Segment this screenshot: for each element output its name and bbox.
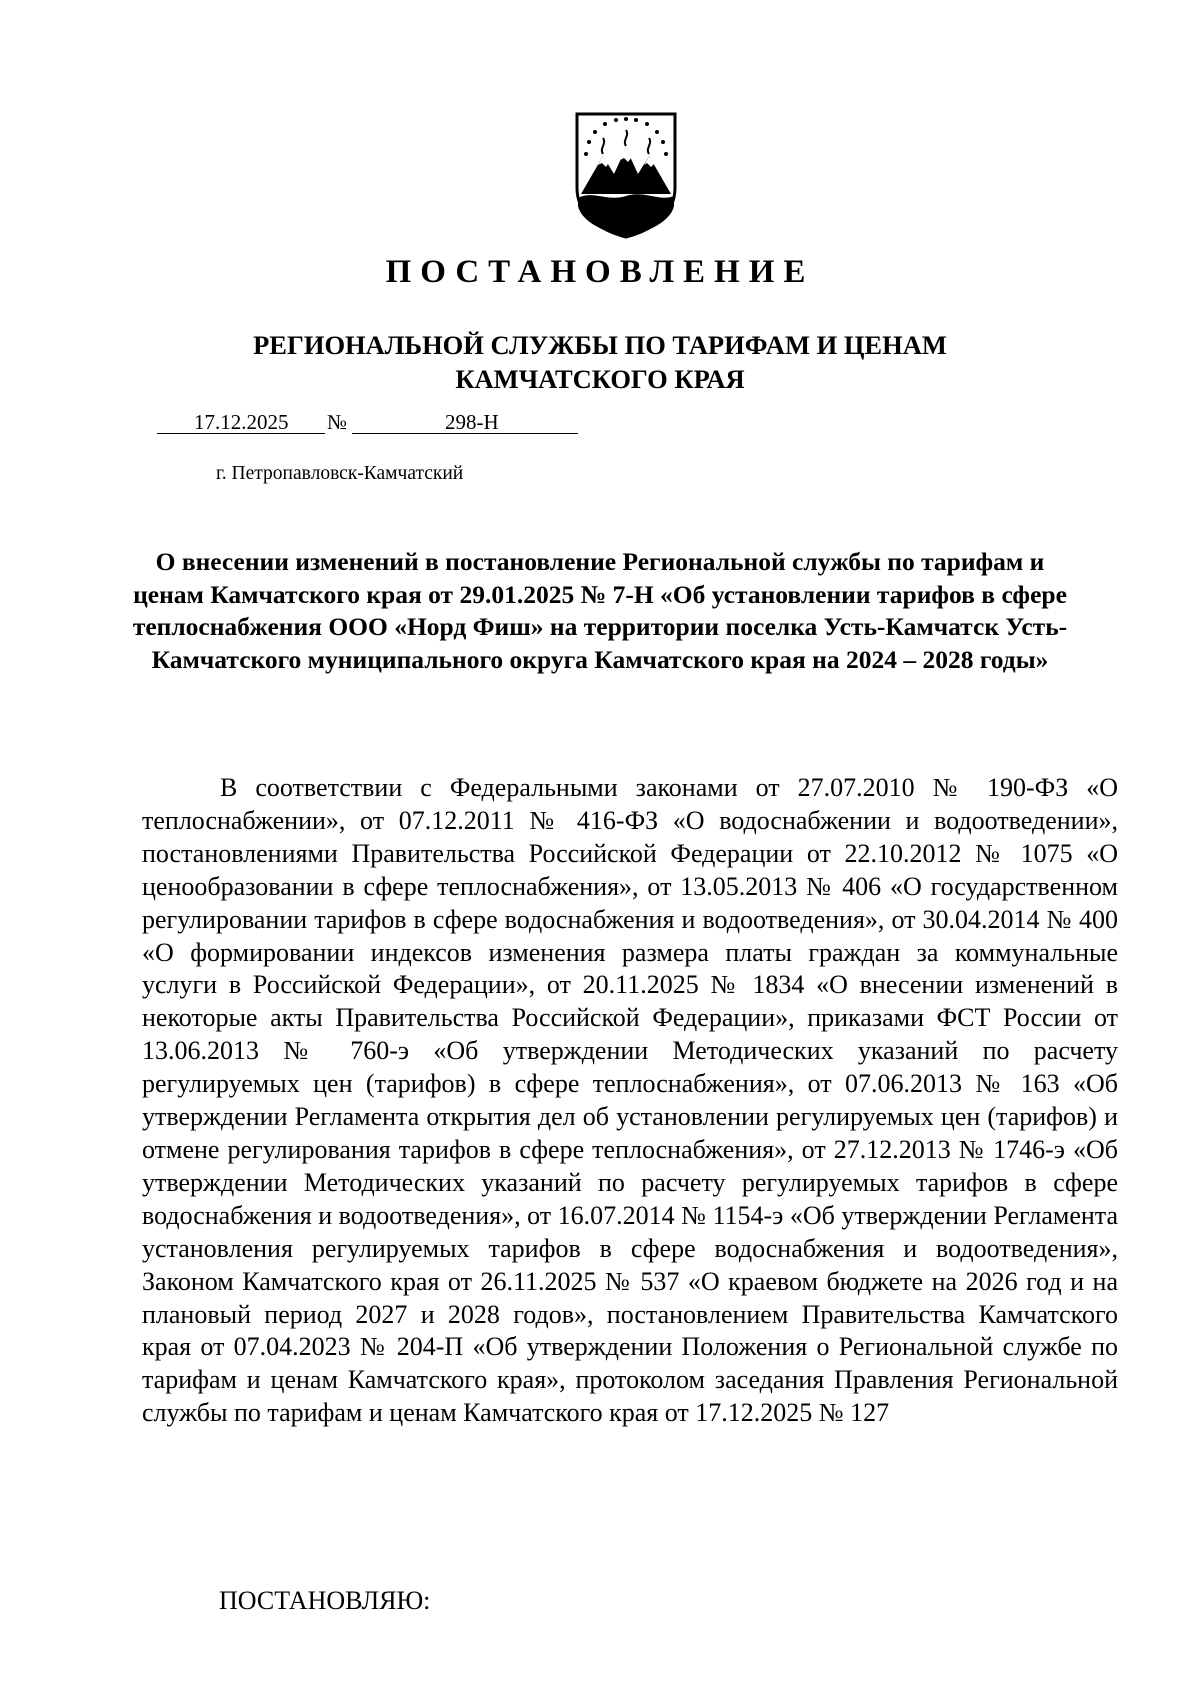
- issuer-name: [0, 328, 1200, 396]
- number-underline: [352, 433, 578, 434]
- document-date: 17.12.2025: [194, 410, 289, 434]
- issuer-line-1: РЕГИОНАЛЬНОЙ СЛУЖБЫ ПО ТАРИФАМ И ЦЕНАМ: [253, 330, 947, 360]
- document-title: О внесении изменений в постановление Региональной службы по тарифам и ценам Камчатского края от 29.01.2025 № 7-Н «Об установлении тарифов в сфере теплоснабжения ООО «Норд Фиш» на территории поселка Усть-Камчатск Усть-Камчатского муниципального округа Камчатского края на 2024 – 2028 годы»: [132, 547, 1068, 674]
- number-sign: №: [327, 410, 348, 434]
- issuer-line-2: КАМЧАТСКОГО КРАЯ: [455, 364, 745, 394]
- decree-word: ПОСТАНОВЛЯЮ:: [219, 1586, 431, 1615]
- date-underline: [157, 433, 325, 434]
- document-number: 298-Н: [445, 410, 499, 434]
- city: г. Петропавловск-Камчатский: [216, 463, 464, 484]
- kamchatka-coat-of-arms-icon: [573, 110, 679, 240]
- document-type: ПОСТАНОВЛЕНИЕ: [385, 254, 815, 290]
- preamble-paragraph: В соответствии с Федеральными законами от 27.07.2010 № 190-ФЗ «О теплоснабжении», от 07.12.2011 № 416-ФЗ «О водоснабжении и водоотведении», постановлениями Правительства Российской Федерации от 22.10.2012 № 1075 «О ценообразовании в сфере теплоснабжения», от 13.05.2013 № 406 «О государственном регулировании тарифов в сфере водоснабжения и водоотведения», от 30.04.2014 № 400 «О формировании индексов изменения размера платы граждан за коммунальные услуги в Российской Федерации», от 20.11.2025 № 1834 «О внесении изменений в некоторые акты Правительства Российской Федерации», приказами ФСТ России от 13.06.2013 № 760-э «Об утверждении Методических указаний по расчету регулируемых цен (тарифов) в сфере теплоснабжения», от 07.06.2013 № 163 «Об утверждении Регламента открытия дел об установлении регулируемых цен (тарифов) и отмене регулирования тарифов в сфере теплоснабжения», от 27.12.2013 № 1746-э «Об утверждении Методических указаний по расчету регулируемых тарифов в сфере водоснабжения и водоотведения», от 16.07.2014 № 1154-э «Об утверждении Регламента установления регулируемых тарифов в сфере водоснабжения и водоотведения», Законом Камчатского края от 26.11.2025 № 537 «О краевом бюджете на 2026 год и на плановый период 2027 и 2028 годов», постановлением Правительства Камчатского края от 07.04.2023 № 204-П «Об утверждении Положения о Региональной службе по тарифам и ценам Камчатского края», протоколом заседания Правления Региональной службы по тарифам и ценам Камчатского края от 17.12.2025 № 127: [142, 773, 1118, 1428]
